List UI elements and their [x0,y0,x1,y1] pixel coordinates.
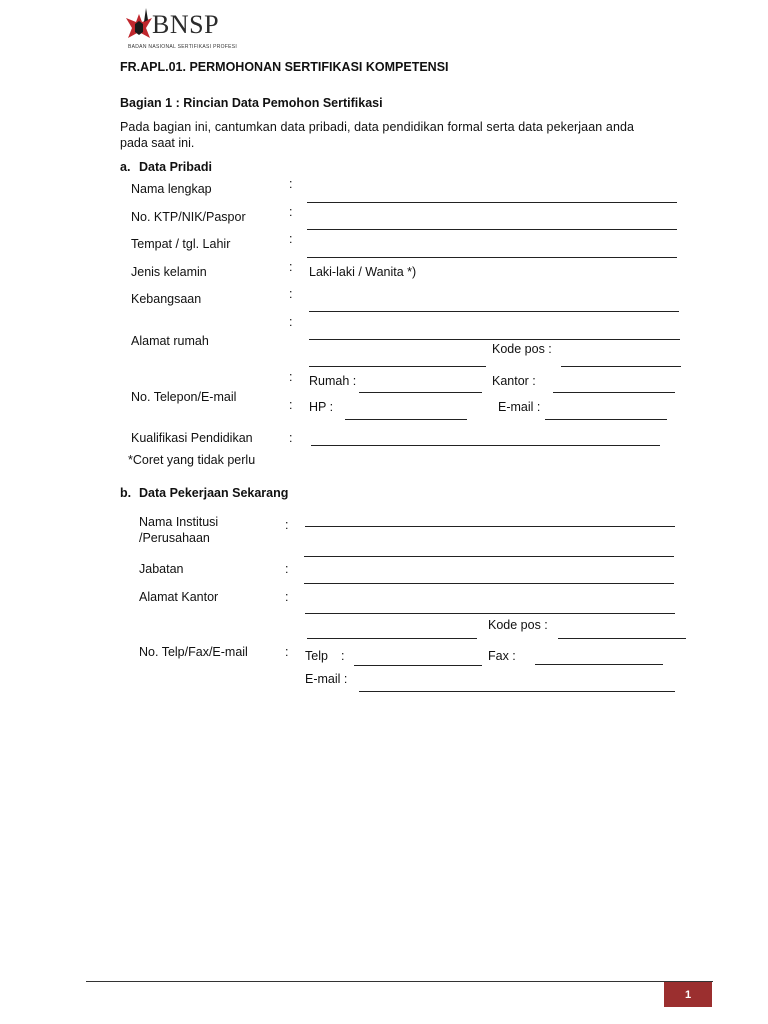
logo-subtitle: BADAN NASIONAL SERTIFIKASI PROFESI [128,44,238,50]
phone-colon-2: : [289,398,293,412]
education-colon: : [289,431,293,445]
ttl-colon: : [289,232,293,246]
section-intro-line2: pada saat ini. [120,136,195,150]
footnote: *Coret yang tidak perlu [128,453,256,467]
contact-label: No. Telp/Fax/E-mail [139,645,248,659]
telp-label: Telp [305,649,328,663]
ktp-label: No. KTP/NIK/Paspor [131,210,246,224]
nama-colon: : [289,177,293,191]
rumah-label: Rumah : [309,374,357,388]
address-label: Alamat rumah [131,334,209,348]
job-heading: Data Pekerjaan Sekarang [139,486,289,500]
bnsp-logo [122,6,242,52]
education-label: Kualifikasi Pendidikan [131,431,253,445]
page-number-badge [664,982,712,1007]
logo-name: BNSP [152,10,220,39]
home-kodepos-label: Kode pos : [492,342,552,356]
office-address-field-line2[interactable] [307,638,477,639]
ktp-field[interactable] [307,229,677,230]
job-email-label: E-mail : [305,672,348,686]
hp-label: HP : [309,400,334,414]
office-kodepos-label: Kode pos : [488,618,548,632]
institution-colon: : [285,518,289,532]
institution-field-line1[interactable] [305,526,675,527]
personal-email-field[interactable] [545,419,667,420]
rumah-field[interactable] [359,392,482,393]
gender-options[interactable]: Laki-laki / Wanita *) [309,265,417,279]
office-address-colon: : [285,590,289,604]
form-code-title: FR.APL.01. PERMOHONAN SERTIFIKASI KOMPETENSI [120,60,449,74]
education-field[interactable] [311,445,660,446]
personal-email-label: E-mail : [498,400,541,414]
nama-field[interactable] [307,202,677,203]
position-colon: : [285,562,289,576]
institution-field-line2[interactable] [304,556,674,557]
ktp-colon: : [289,205,293,219]
office-address-field-line1[interactable] [305,613,675,614]
institution-label-line1: Nama Institusi [139,515,219,529]
office-kodepos-field[interactable] [558,638,686,639]
nationality-field[interactable] [309,311,679,312]
page-number: 1 [684,988,692,1001]
garuda-emblem-icon [122,8,156,46]
position-label: Jabatan [139,562,184,576]
ttl-label: Tempat / tgl. Lahir [131,237,231,251]
fax-label: Fax : [488,649,516,663]
fax-field[interactable] [535,664,663,665]
personal-heading-number: a. [120,160,131,174]
home-kodepos-field[interactable] [561,366,681,367]
gender-colon: : [289,260,293,274]
telp-colon: : [341,649,345,663]
institution-label-line2: /Perusahaan [139,531,210,545]
nama-label: Nama lengkap [131,182,212,196]
contact-colon: : [285,645,289,659]
hp-field[interactable] [345,419,467,420]
nationality-colon: : [289,287,293,301]
phone-colon-1: : [289,370,293,384]
gender-label: Jenis kelamin [131,265,207,279]
section-intro-line1: Pada bagian ini, cantumkan data pribadi, data pendidikan formal serta data pekerjaan anda [120,120,635,134]
footer-divider [86,981,713,982]
section-title: Bagian 1 : Rincian Data Pemohon Sertifikasi [120,96,383,110]
phone-label: No. Telepon/E-mail [131,390,237,404]
job-heading-number: b. [120,486,132,500]
address-field-line2[interactable] [309,366,486,367]
kantor-field[interactable] [553,392,675,393]
position-field[interactable] [304,583,674,584]
address-field-line1[interactable] [309,339,680,340]
address-colon: : [289,315,293,329]
kantor-label: Kantor : [492,374,536,388]
personal-heading: Data Pribadi [139,160,212,174]
telp-field[interactable] [354,665,482,666]
office-address-label: Alamat Kantor [139,590,219,604]
job-email-field[interactable] [359,691,675,692]
ttl-field[interactable] [307,257,677,258]
nationality-label: Kebangsaan [131,292,202,306]
